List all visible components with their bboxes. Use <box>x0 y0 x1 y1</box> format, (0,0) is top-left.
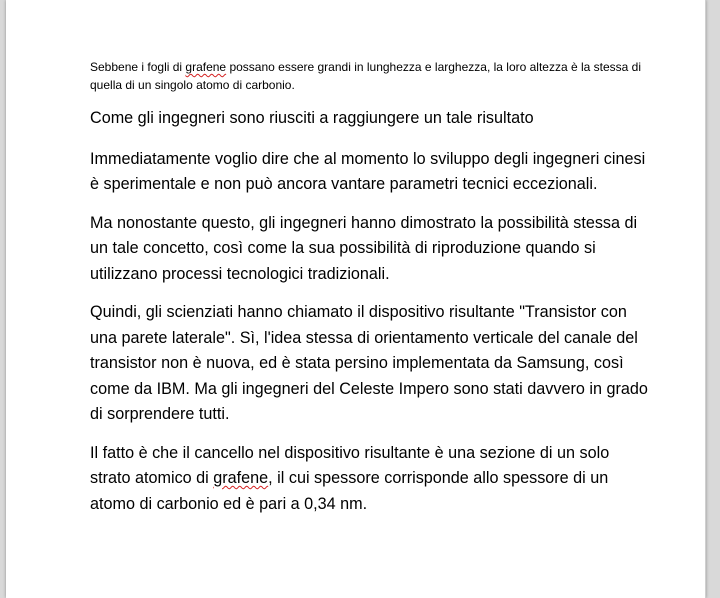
last-text-before: Il fatto è che il cancello nel dispositivo risultante è una sezione di un solo strato atomico di <box>90 443 610 487</box>
paragraph-4 <box>90 441 650 518</box>
document-body[interactable] <box>90 58 650 530</box>
intro-text-after: possano essere grandi in lunghezza e larghezza, la loro altezza è la stessa di quella di un singolo atomo di carbonio. <box>90 60 642 92</box>
paragraph-2: Ma nonostante questo, gli ingegneri hanno dimostrato la possibilità stessa di un tale concetto, così come la sua possibilità di riproduzione quando si utilizzano processi tecnologici tradizionali. <box>90 213 638 283</box>
paragraph-3: Quindi, gli scienziati hanno chiamato il dispositivo risultante "Transistor con una parete laterale". Sì, l'idea stessa di orientamento verticale del canale del transistor non è nuova, ed è stata persino implementata da Samsung, così come da IBM. Ma gli ingegneri del Celeste Impero sono stati davvero in grado di sorprendere tutti. <box>90 303 648 423</box>
last-text-after: , il cui spessore corrisponde allo spessore di un atomo di carbonio ed è pari a 0,34 nm. <box>90 469 609 513</box>
intro-text-before: Sebbene i fogli di <box>90 60 186 74</box>
section-heading: Come gli ingegneri sono riusciti a raggiungere un tale risultato <box>90 109 534 127</box>
intro-paragraph <box>90 58 650 94</box>
page-edge <box>705 0 706 598</box>
paragraph-1: Immediatamente voglio dire che al momento lo sviluppo degli ingegneri cinesi è sperimentale e non può ancora vantare parametri tecnici eccezionali. <box>90 149 646 193</box>
misspelled-word[interactable]: grafene <box>185 60 227 74</box>
misspelled-word[interactable]: grafene <box>213 469 269 487</box>
document-page <box>6 0 706 598</box>
